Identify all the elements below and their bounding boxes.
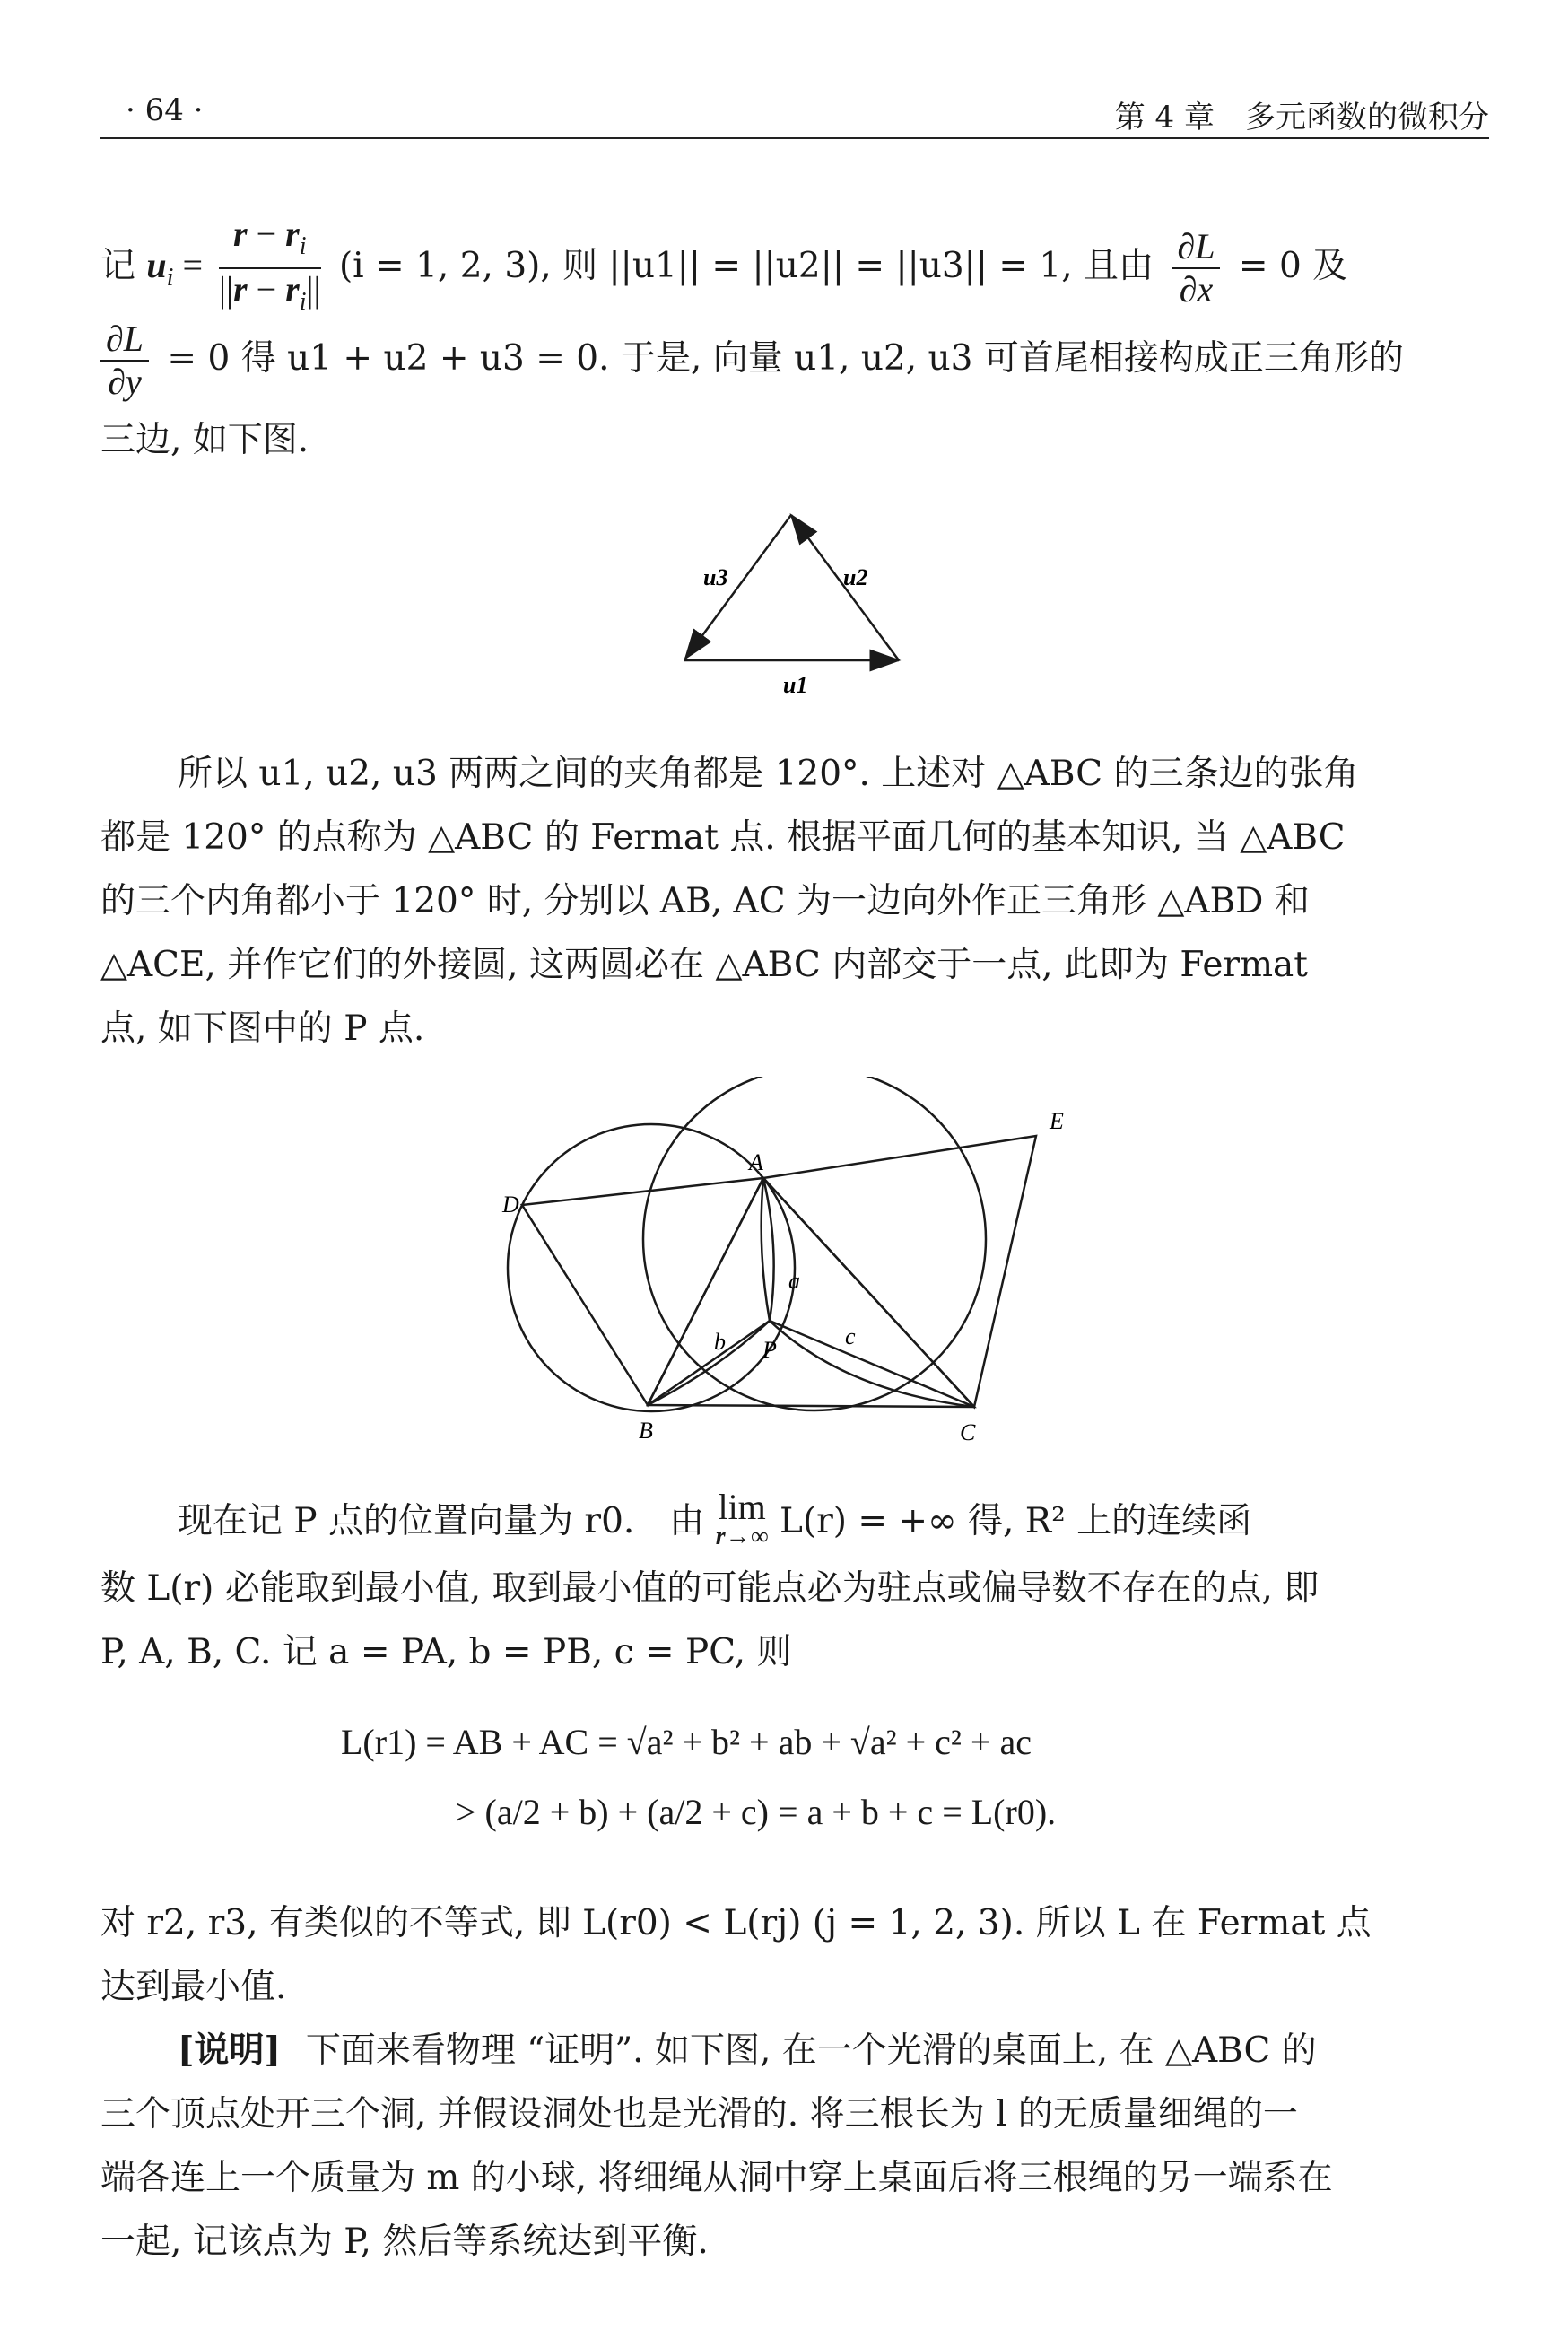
equation-line2: > (a/2 + b) + (a/2 + c) = a + b + c = L(r0).	[456, 1792, 1057, 1832]
fraction-dL-dx: $\frac{\partial L}{\partial x}$	[1172, 226, 1220, 310]
para5-line1: [说明] 下面来看物理 “证明”. 如下图, 在一个光滑的桌面上, 在 △ABC 的	[178, 2030, 1317, 2071]
para2-line3: 的三个内角都小于 120° 时, 分别以 AB, AC 为一边向外作正三角形 △ABD 和	[100, 881, 1310, 921]
para2-line1: 所以 u1, u2, u3 两两之间的夹角都是 120°. 上述对 △ABC 的三条边的张角	[178, 754, 1359, 794]
limit: lim r→∞	[715, 1487, 769, 1550]
para2-line4: △ACE, 并作它们的外接圆, 这两圆必在 △ABC 内部交于一点, 此即为 Fermat	[100, 945, 1308, 985]
para3-line1: 现在记 P 点的位置向量为 r0. 由 lim r→∞ L(r) = +∞ 得, R² 上的连续函	[178, 1487, 1252, 1550]
label-c: c	[845, 1323, 856, 1349]
para4-line2: 达到最小值.	[100, 1967, 287, 2007]
triangle-ABD	[522, 1178, 763, 1405]
para5-line2: 三个顶点处开三个洞, 并假设洞处也是光滑的. 将三根长为 l 的无质量细绳的一	[100, 2094, 1298, 2135]
para3-line2: 数 L(r) 必能取到最小值, 取到最小值的可能点必为驻点或偏导数不存在的点, 即	[100, 1568, 1320, 1609]
page-number: · 64 ·	[126, 92, 204, 128]
remark-label: [说明]	[178, 2030, 281, 2071]
segment-PC	[770, 1321, 974, 1407]
vector-u3	[685, 515, 791, 659]
label-u2: u2	[843, 564, 868, 590]
figure-fermat-point	[484, 1077, 1112, 1462]
arc-a-right	[763, 1178, 774, 1321]
label-u3: u3	[703, 564, 728, 590]
chapter-title: 第 4 章 多元函数的微积分	[1114, 100, 1489, 135]
label-B: B	[639, 1418, 653, 1444]
figure-vector-triangle	[664, 502, 933, 709]
para1-line2: $\frac{\partial L}{\partial y}$ = 0 得 u1 + u2 + u3 = 0. 于是, 向量 u1, u2, u3 可首尾相接构成正三角形的	[100, 319, 1489, 403]
para4-line1: 对 r2, r3, 有类似的不等式, 即 L(r0) < L(rj) (j = 1, 2, 3). 所以 L 在 Fermat 点	[100, 1903, 1372, 1943]
label-C: C	[960, 1419, 976, 1445]
triangle-ACE	[763, 1136, 1036, 1407]
fraction-dL-dy: $\frac{\partial L}{\partial y}$	[100, 319, 149, 403]
label-E: E	[1050, 1108, 1064, 1134]
circle-ACE	[643, 1077, 986, 1410]
label-D: D	[502, 1192, 519, 1218]
label-P: P	[762, 1337, 777, 1363]
para2-line2: 都是 120° 的点称为 △ABC 的 Fermat 点. 根据平面几何的基本知识, 当 △ABC	[100, 817, 1346, 858]
equation-line1: L(r1) = AB + AC = √a² + b² + ab + √a² + c² + ac	[341, 1722, 1032, 1762]
label-b: b	[714, 1329, 726, 1355]
para3-line3: P, A, B, C. 记 a = PA, b = PB, c = PC, 则	[100, 1632, 792, 1672]
fraction-unit-vector: $\frac{r - r_i}{||r - r_i||}$	[219, 214, 321, 316]
header-rule	[100, 137, 1489, 139]
label-A: A	[749, 1149, 763, 1175]
para1-line3: 三边, 如下图.	[100, 420, 309, 460]
label-a: a	[788, 1268, 800, 1294]
segment-PB	[648, 1321, 770, 1405]
para2-line5: 点, 如下图中的 P 点.	[100, 1008, 425, 1049]
para1-line1: 记 $u_i$ = $\frac{r - r_i}{||r - r_i||}$ (i = 1, 2, 3), 则 ||u1|| = ||u2|| = ||u3|| = 1, 且由 $\frac{\partial L}{\partial x}$ = 0 及	[100, 214, 1489, 323]
para5-line4: 一起, 记该点为 P, 然后等系统达到平衡.	[100, 2222, 709, 2262]
para5-line3: 端各连上一个质量为 m 的小球, 将细绳从洞中穿上桌面后将三根绳的另一端系在	[100, 2158, 1333, 2198]
label-u1: u1	[783, 672, 808, 698]
